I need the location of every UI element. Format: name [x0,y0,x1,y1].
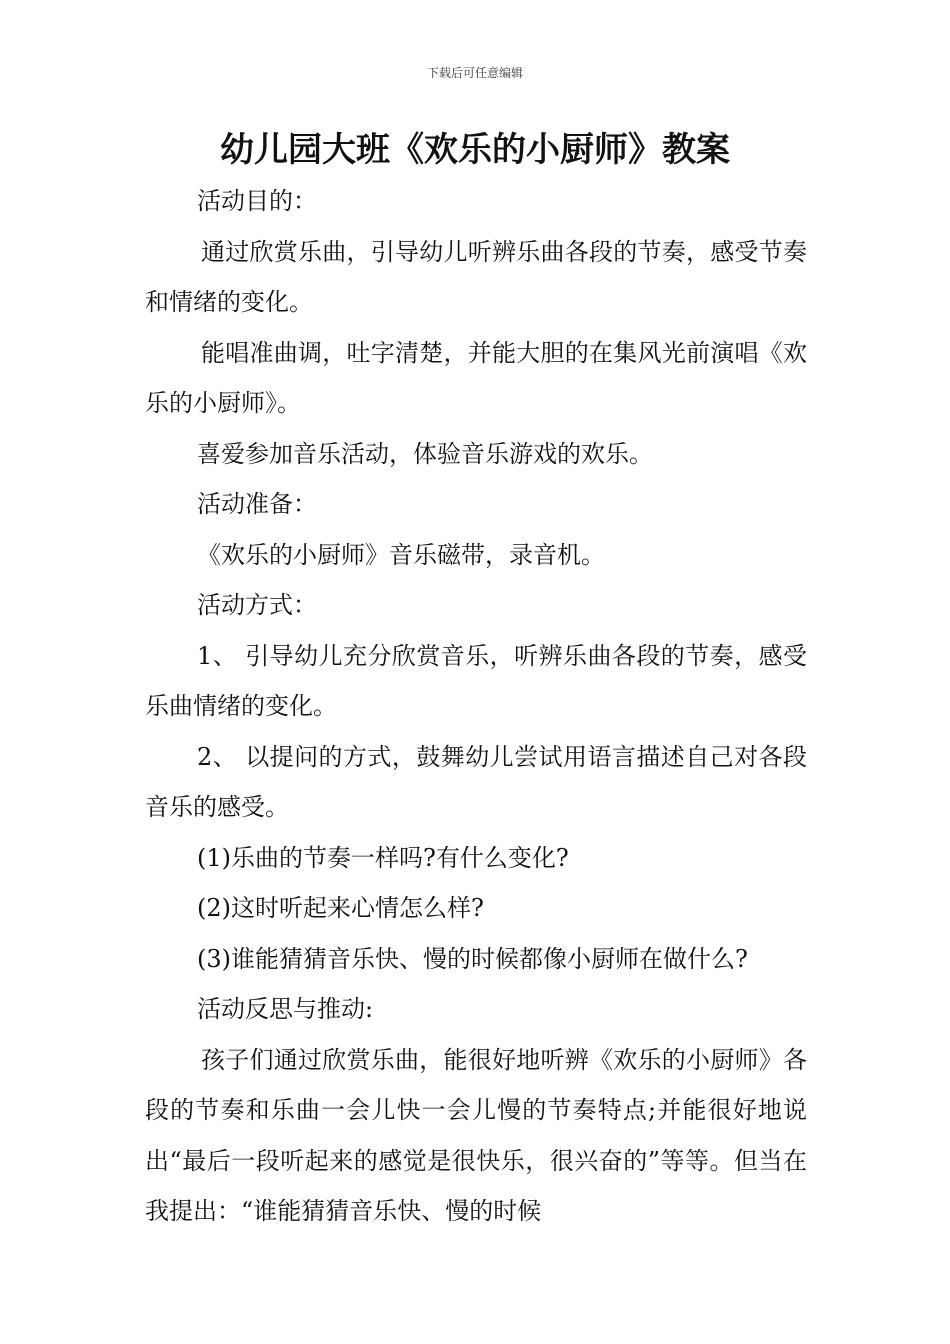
paragraph-objective-1: 通过欣赏乐曲，引导幼儿听辨乐曲各段的节奏，感受节奏和情绪的变化。 [145,237,807,316]
paragraph-preparation: 《欢乐的小厨师》音乐磁带，录音机。 [197,540,605,569]
paragraph-objective-2: 能唱准曲调，吐字清楚，并能大胆的在集风光前演唱《欢乐的小厨师》。 [145,338,807,417]
document-body [145,176,807,1237]
section-heading-reflection: 活动反思与推动: [197,995,374,1023]
section-heading-preparation: 活动准备： [197,490,317,518]
section-heading-objectives: 活动目的： [197,187,317,215]
question-1: (1)乐曲的节奏一样吗?有什么变化? [197,843,569,872]
header-note: 下载后可任意编辑 [426,66,523,80]
list-item-method-2: 2、 以提问的方式，鼓舞幼儿尝试用语言描述自己对各段音乐的感受。 [145,742,807,821]
paragraph-reflection: 孩子们通过欣赏乐曲，能很好地听辨《欢乐的小厨师》各段的节奏和乐曲一会儿快一会儿慢的节奏特点;并能很好地说出“最后一段听起来的感觉是很快乐，很兴奋的”等等。但当在我提出：“谁能猜猜音乐快、慢的时候 [145,1045,807,1225]
paragraph-objective-3: 喜爱参加音乐活动，体验音乐游戏的欢乐。 [197,439,653,468]
question-2: (2)这时听起来心情怎么样? [197,894,484,922]
section-heading-method: 活动方式： [197,591,317,619]
document-title: 幼儿园大班《欢乐的小厨师》教案 [220,130,730,170]
list-item-method-1: 1、 引导幼儿充分欣赏音乐，听辨乐曲各段的节奏，感受乐曲情绪的变化。 [145,641,807,720]
question-3: (3)谁能猜猜音乐快、慢的时候都像小厨师在做什么? [197,944,748,973]
